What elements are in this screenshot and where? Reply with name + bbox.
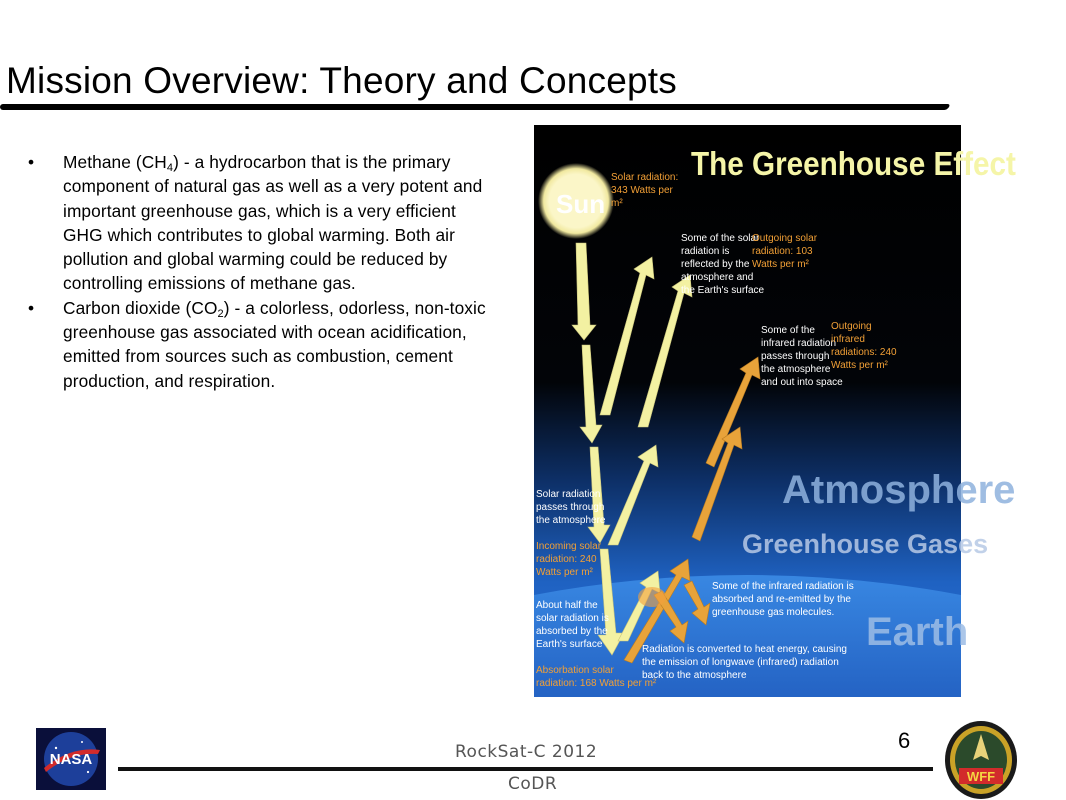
svg-text:Radiation is converted to heat: Radiation is converted to heat energy, causing xyxy=(642,644,847,655)
svg-text:passes through: passes through xyxy=(536,502,605,513)
svg-text:Some of the infrared radiation: Some of the infrared radiation is xyxy=(712,581,854,592)
greenhouse-effect-figure xyxy=(534,125,1016,697)
svg-text:radiation: 168 Watts per m²: radiation: 168 Watts per m² xyxy=(536,678,657,689)
svg-text:radiation is: radiation is xyxy=(681,246,730,257)
bullet-text-pre: Methane (CH xyxy=(63,152,167,172)
title-underline xyxy=(0,104,945,110)
footer-rule xyxy=(118,767,933,771)
svg-text:absorbed and re-emitted by the: absorbed and re-emitted by the xyxy=(712,594,851,605)
svg-text:Absorbation solar: Absorbation solar xyxy=(536,665,614,676)
bullet-subscript: 4 xyxy=(166,162,174,174)
svg-text:the atmosphere: the atmosphere xyxy=(536,515,606,526)
nasa-logo-text: NASA xyxy=(49,751,93,768)
sun-label: Sun xyxy=(556,189,606,219)
reemitted-label xyxy=(712,581,854,618)
wff-logo xyxy=(943,720,1019,800)
svg-text:and out into space: and out into space xyxy=(761,377,843,388)
svg-text:Solar radiation:: Solar radiation: xyxy=(611,172,679,183)
svg-text:absorbed by the: absorbed by the xyxy=(536,626,608,637)
page-number: 6 xyxy=(898,728,911,753)
atmosphere-label: Atmosphere xyxy=(782,468,1016,512)
bullet-methane xyxy=(28,150,498,296)
svg-text:solar radiation is: solar radiation is xyxy=(536,613,609,624)
svg-text:radiation: 240: radiation: 240 xyxy=(536,554,597,565)
svg-text:Watts per m²: Watts per m² xyxy=(752,259,809,270)
bullet-marker: • xyxy=(28,297,35,318)
svg-text:343 Watts per: 343 Watts per xyxy=(611,185,673,196)
greenhouse-gases-label: Greenhouse Gases xyxy=(742,529,989,559)
incoming-solar-label xyxy=(536,541,602,578)
svg-text:infrared radiation: infrared radiation xyxy=(761,338,837,349)
svg-text:the emission of longwave (infr: the emission of longwave (infrared) radiation xyxy=(642,657,839,668)
bullet-subscript: 2 xyxy=(217,307,224,320)
svg-text:infrared: infrared xyxy=(831,334,865,345)
outgoing-solar-label xyxy=(752,233,818,270)
svg-text:Some of the solar: Some of the solar xyxy=(681,233,760,244)
figure-title: The Greenhouse Effect xyxy=(691,145,1016,183)
svg-text:passes through: passes through xyxy=(761,351,830,362)
svg-text:Earth's surface: Earth's surface xyxy=(536,639,603,650)
passes-through-label xyxy=(536,489,606,526)
heat-glow xyxy=(638,587,666,607)
svg-text:Outgoing: Outgoing xyxy=(831,321,872,332)
bullet-carbon-dioxide xyxy=(28,296,498,393)
svg-text:Incoming solar: Incoming solar xyxy=(536,541,602,552)
svg-text:the Earth's surface: the Earth's surface xyxy=(681,285,765,296)
svg-text:Solar radiation: Solar radiation xyxy=(536,489,601,500)
bullet-text-post: ) - a colorless, odorless, non-toxic greenhouse gas associated with ocean acidification, emitted from sources such as combustion, cement production, and respiration. xyxy=(63,297,486,391)
svg-text:About half the: About half the xyxy=(536,600,598,611)
wff-logo-text: WFF xyxy=(966,769,996,784)
svg-text:the atmosphere: the atmosphere xyxy=(761,364,831,375)
bullet-marker: • xyxy=(28,152,35,172)
earth-label: Earth xyxy=(866,610,969,654)
bullet-text-post: ) - a hydrocarbon that is the primary component of natural gas as well as a very potent and important greenhouse gas, which is a very efficient GHG which contributes to global warming. Both air pollution and global warming could be reduced by controlling emissions of methane gas. xyxy=(63,152,483,294)
footer-program: RockSat-C 2012 xyxy=(455,742,598,762)
svg-text:Outgoing solar: Outgoing solar xyxy=(752,233,818,244)
svg-text:Some of the: Some of the xyxy=(761,325,815,336)
svg-text:m²: m² xyxy=(611,198,623,209)
svg-text:radiation: 103: radiation: 103 xyxy=(752,246,813,257)
bullet-list xyxy=(28,150,498,393)
svg-text:Watts per m²: Watts per m² xyxy=(831,360,888,371)
nasa-logo xyxy=(36,728,106,790)
svg-text:back to the atmosphere: back to the atmosphere xyxy=(642,670,747,681)
slide-title: Mission Overview: Theory and Concepts xyxy=(6,60,677,101)
bullet-text-pre: Carbon dioxide (CO xyxy=(63,297,218,318)
greenhouse-diagram xyxy=(534,125,1016,697)
svg-text:reflected by the: reflected by the xyxy=(681,259,750,270)
svg-text:radiations: 240: radiations: 240 xyxy=(831,347,897,358)
footer-review: CoDR xyxy=(508,774,558,794)
svg-text:Watts per m²: Watts per m² xyxy=(536,567,593,578)
svg-text:atmosphere and: atmosphere and xyxy=(681,272,754,283)
svg-text:greenhouse gas molecules.: greenhouse gas molecules. xyxy=(712,607,835,618)
